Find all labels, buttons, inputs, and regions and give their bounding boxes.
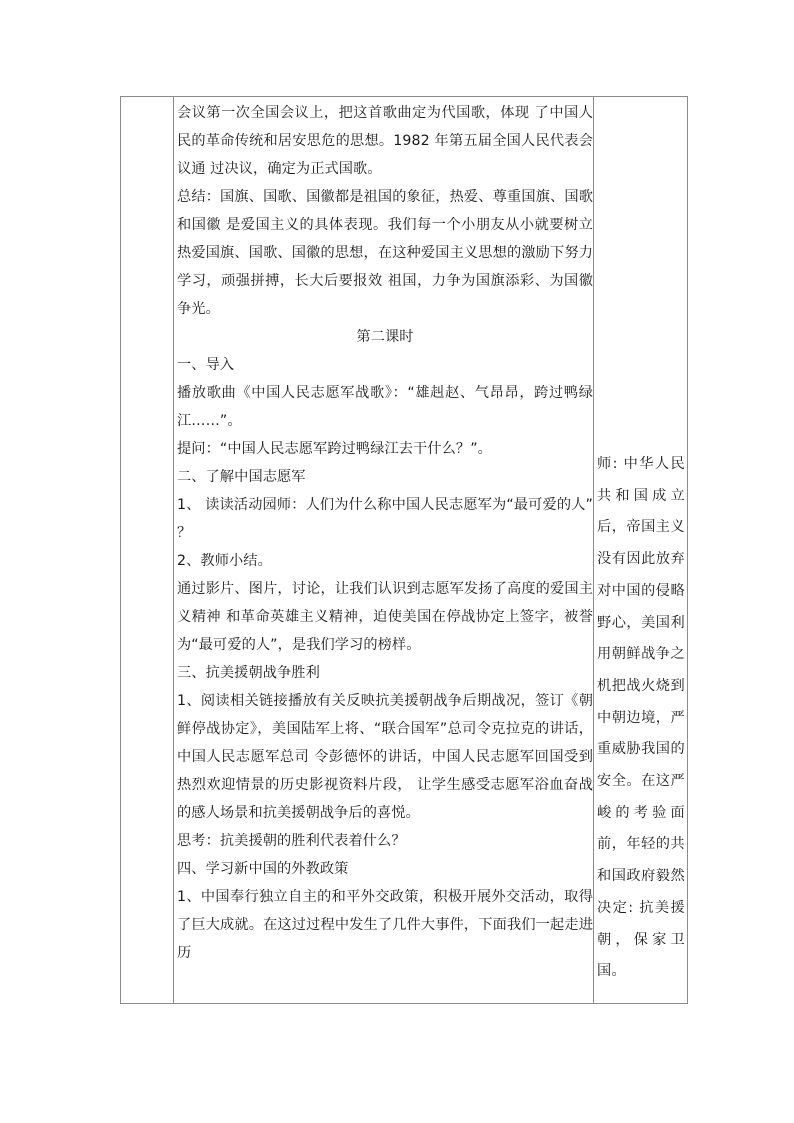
text-foreign-policy: 1、中国奉行独立自主的和平外交政策，积极开展外交活动，取得了巨大成就。在这过过程中发生了几件大事件，下面我们一起走进历 <box>177 889 593 961</box>
text-discussion: 通过影片、图片，讨论，让我们认识到志愿军发扬了高度的爱国主义精神 和革命英雄主义精神，迫使美国在停战协定上签字，被誉为“最可爱的人”，是我们学习的榜样。 <box>177 581 593 653</box>
text-play-song: 播放歌曲《中国人民志愿军战歌》：“雄赳赵、气昂昂，跨过鸭绿江……”。 <box>177 385 593 429</box>
text-teacher-summary: 2、教师小结。 <box>177 553 272 569</box>
heading-victory: 三、抗美援朝战争胜利 <box>177 665 320 681</box>
text-anthem-history: 会议第一次全国会议上，把这首歌曲定为代国歌，体现 了中国人民的革命传统和居安思危的思想。1982 年第五届全国人民代表会议通 过决议，确定为正式国歌。 <box>177 105 593 177</box>
lesson-plan-table <box>120 96 688 1004</box>
column-divider-left <box>173 97 174 1003</box>
text-activity-reading: 1、 读读活动园师：人们为什么称中国人民志愿军为“最可爱的人” ？ <box>177 497 593 541</box>
heading-introduction: 一、导入 <box>177 357 235 373</box>
text-question: 提问：“中国人民志愿军跨过鸭绿江去干什么？”。 <box>177 441 492 457</box>
teacher-note: 师: 中华人民共和国成立后，帝国主义没有因此放弃对中国的侵略野心，美国利用朝鲜战争之机把战火烧到中朝边境，严重威胁我国的安全。在这严峻的考验面前，年轻的共和国政府毅然决定: 抗美援朝，保家卫国。 <box>597 456 685 980</box>
lesson-content-cell <box>177 99 593 967</box>
heading-foreign-policy: 四、学习新中国的外教政策 <box>177 861 349 877</box>
section-title-lesson-two: 第二课时 <box>356 329 414 345</box>
teacher-note-cell <box>597 449 685 988</box>
text-summary: 总结：国旗、国歌、国徽都是祖国的象征，热爱、尊重国旗、国歌和国徽 是爱国主义的具体表现。我们每一个小朋友从小就要树立热爱国旗、国歌、国徽的思想，在这种爱国主义思想的激励下努力学习，顽强拼搏，长大后要报效 祖国，力争为国旗添彩、为国徽争光。 <box>177 189 593 317</box>
heading-volunteers: 二、了解中国志愿军 <box>177 469 306 485</box>
text-related-links: 1、阅读相关链接播放有关反映抗美援朝战争后期战况，签订《朝鲜停战协定》，美国陆军上将、“联合国军”总司令克拉克的讲话，中国人民志愿军总司 令彭德怀的讲话，中国人民志愿军回国受到热烈欢迎情景的历史影视资料片段， 让学生感受志愿军浴血奋战的感人场景和抗美援朝战争后的喜悦。 <box>177 693 593 821</box>
column-divider-right <box>593 97 594 1003</box>
text-think: 思考：抗美援朝的胜利代表着什么？ <box>177 833 406 849</box>
